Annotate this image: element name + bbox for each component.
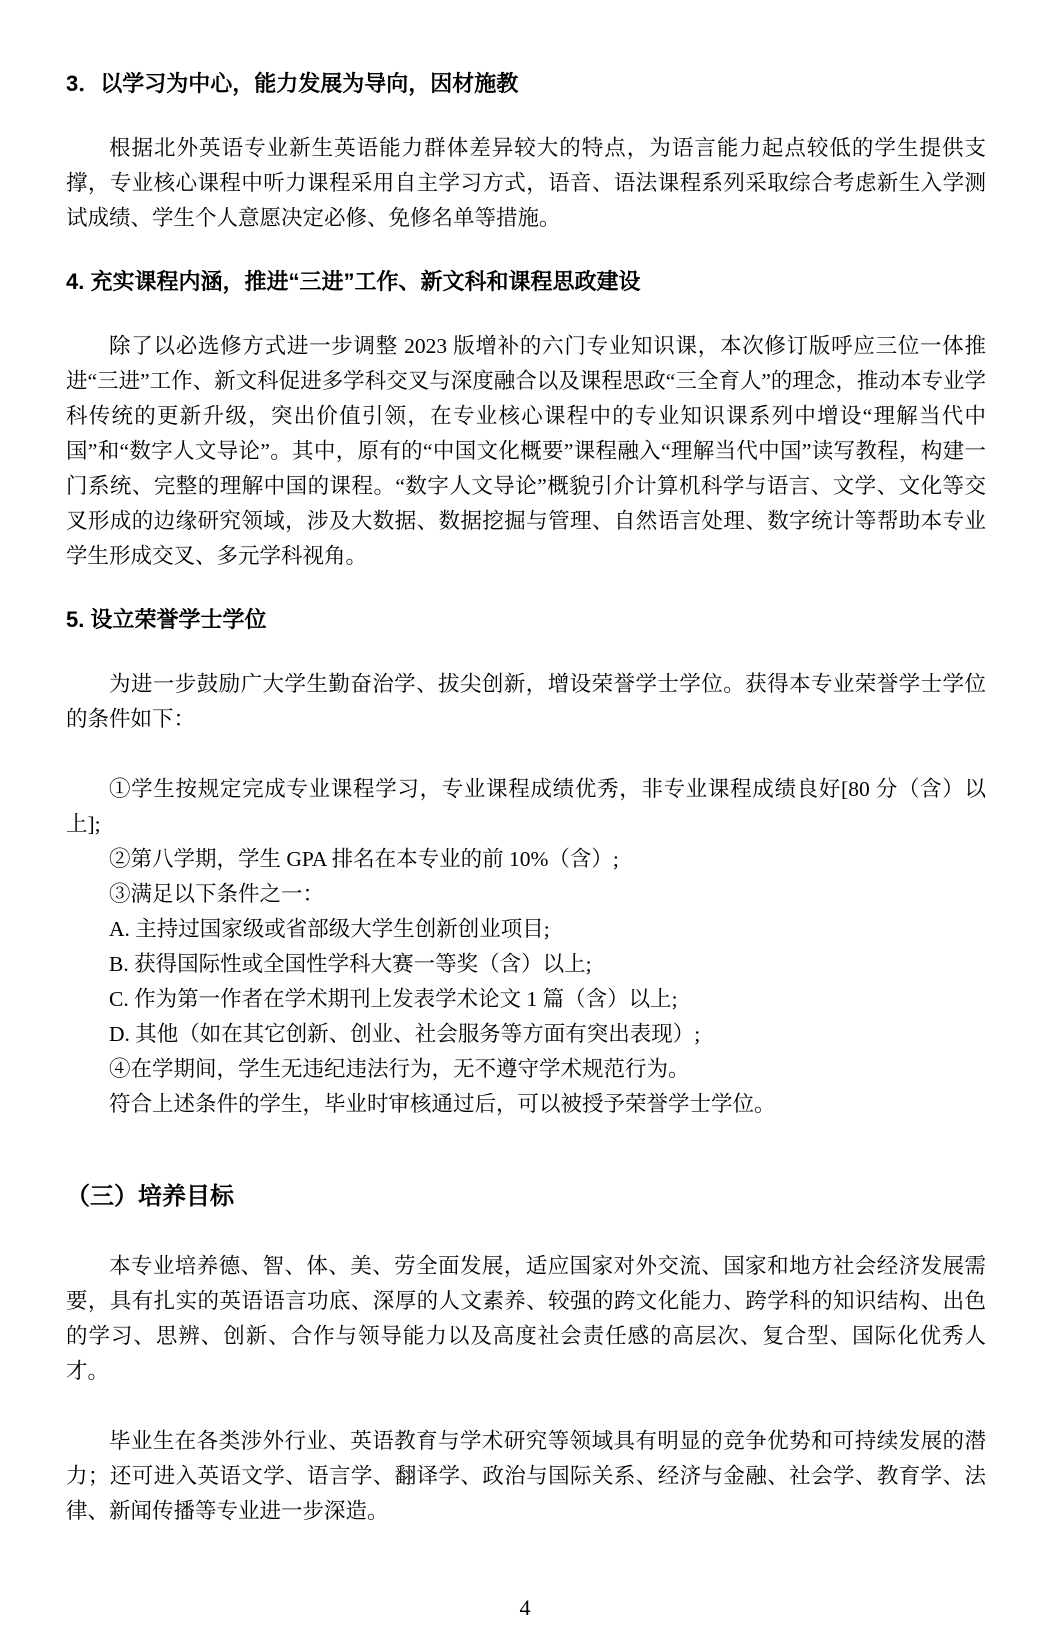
honors-conditions-list — [66, 772, 986, 1122]
section-4-heading: 4. 充实课程内涵，推进“三进”工作、新文科和课程思政建设 — [66, 269, 641, 294]
condition-item-3b: B. 获得国际性或全国性学科大赛一等奖（含）以上; — [109, 952, 592, 976]
condition-item-3: ③满足以下条件之一： — [109, 882, 325, 906]
section-5-heading: 5. 设立荣誉学士学位 — [66, 607, 267, 632]
section-3-paragraph: 根据北外英语专业新生英语能力群体差异较大的特点，为语言能力起点较低的学生提供支撑，专业核心课程中听力课程采用自主学习方式，语音、语法课程系列采取综合考虑新生入学测试成绩、学生个人意愿决定必修、免修名单等措施。 — [66, 136, 986, 230]
condition-item-3a: A. 主持过国家级或省部级大学生创新创业项目; — [109, 917, 550, 941]
condition-item-4: ④在学期间，学生无违纪违法行为，无不遵守学术规范行为。 — [109, 1057, 690, 1081]
training-goal-paragraph-1: 本专业培养德、智、体、美、劳全面发展，适应国家对外交流、国家和地方社会经济发展需要，具有扎实的英语语言功底、深厚的人文素养、较强的跨文化能力、跨学科的知识结构、出色的学习、思辨、创新、合作与领导能力以及高度社会责任感的高层次、复合型、国际化优秀人才。 — [66, 1254, 986, 1383]
condition-item-2: ②第八学期，学生 GPA 排名在本专业的前 10%（含）; — [109, 847, 619, 871]
training-goal-heading: （三）培养目标 — [66, 1183, 234, 1210]
section-3-heading: 3．以学习为中心，能力发展为导向，因材施教 — [66, 71, 519, 96]
training-goal-paragraph-2: 毕业生在各类涉外行业、英语教育与学术研究等领域具有明显的竞争优势和可持续发展的潜力；还可进入英语文学、语言学、翻译学、政治与国际关系、经济与金融、社会学、教育学、法律、新闻传播等专业进一步深造。 — [66, 1429, 986, 1523]
page-number: 4 — [519, 1595, 531, 1620]
section-5-intro-paragraph: 为进一步鼓励广大学生勤奋治学、拔尖创新，增设荣誉学士学位。获得本专业荣誉学士学位的条件如下： — [66, 672, 986, 731]
section-4-paragraph: 除了以必选修方式进一步调整 2023 版增补的六门专业知识课，本次修订版呼应三位一体推进“三进”工作、新文科促进多学科交叉与深度融合以及课程思政“三全育人”的理念，推动本专业学科传统的更新升级，突出价值引领，在专业核心课程中的专业知识课系列中增设“理解当代中国”和“数字人文导论”。其中，原有的“中国文化概要”课程融入“理解当代中国”读写教程，构建一门系统、完整的理解中国的课程。“数字人文导论”概貌引介计算机科学与语言、文学、文化等交叉形成的边缘研究领域，涉及大数据、数据挖掘与管理、自然语言处理、数字统计等帮助本专业学生形成交叉、多元学科视角。 — [66, 334, 986, 568]
condition-item-1: ①学生按规定完成专业课程学习，专业课程成绩优秀，非专业课程成绩良好[80 分（含）以上]; — [66, 777, 986, 836]
section-5-closing-line: 符合上述条件的学生，毕业时审核通过后，可以被授予荣誉学士学位。 — [109, 1092, 776, 1116]
condition-item-3d: D. 其他（如在其它创新、创业、社会服务等方面有突出表现）; — [109, 1022, 701, 1046]
condition-item-3c: C. 作为第一作者在学术期刊上发表学术论文 1 篇（含）以上; — [109, 987, 678, 1011]
